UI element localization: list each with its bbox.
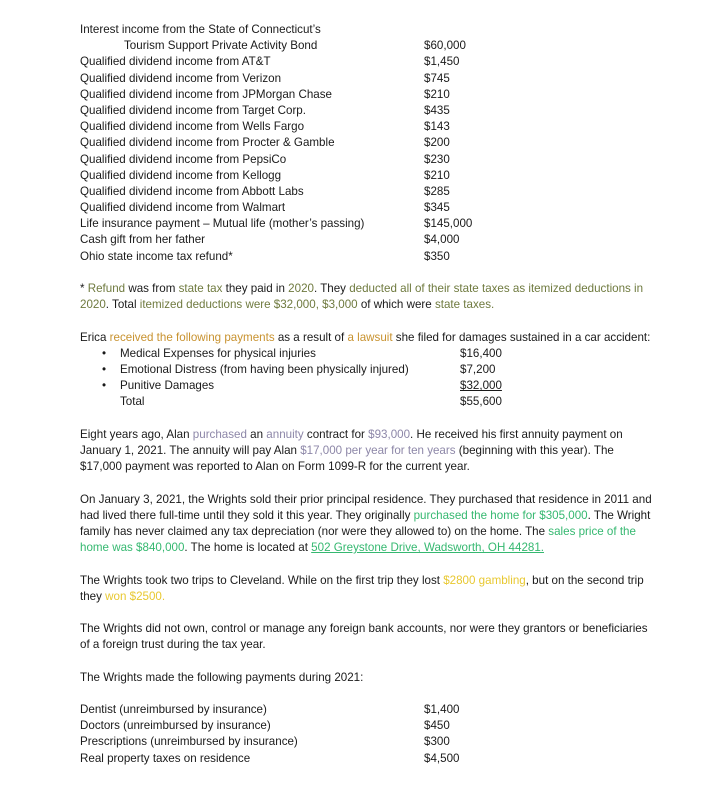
income-label: Qualified dividend income from Kellogg — [80, 168, 282, 182]
income-row — [80, 71, 658, 87]
lawsuit-intro-paragraph — [80, 330, 658, 346]
income-amount: $143 — [424, 120, 450, 134]
income-item-list — [80, 22, 658, 265]
lawsuit-item-list — [80, 346, 658, 411]
refund-asterisk: * — [80, 282, 88, 295]
lawsuit-label — [80, 346, 460, 362]
list-item-total — [80, 394, 658, 410]
income-row — [80, 232, 658, 248]
bullet-icon: • — [102, 379, 107, 393]
payment-amount: $450 — [424, 719, 450, 733]
refund-footnote — [80, 281, 658, 313]
income-amount: $200 — [424, 136, 450, 150]
gambling-loss: $2800 gambling — [443, 573, 526, 587]
payment-label: Doctors (unreimbursed by insurance) — [80, 719, 271, 733]
annuity-text: . He received his first annuity payment on January 1, 2021. The annuity will pay Alan — [80, 427, 623, 457]
income-amount: $230 — [424, 152, 450, 166]
annuity-paragraph — [80, 427, 658, 476]
refund-text: they paid in — [222, 282, 289, 295]
income-row — [80, 38, 658, 54]
income-label: Qualified dividend income from Wells Fargo — [80, 120, 305, 134]
income-amount: $435 — [424, 103, 450, 117]
income-label: Ohio state income tax refund* — [80, 249, 233, 263]
income-row — [80, 54, 658, 70]
income-amount: $60,000 — [424, 39, 466, 53]
residence-paragraph — [80, 492, 658, 557]
income-label: Qualified dividend income from PepsiCo — [80, 152, 287, 166]
payment-label: Prescriptions (unreimbursed by insurance) — [80, 735, 298, 749]
income-amount: $1,450 — [424, 55, 460, 69]
annuity-contract-amount: $93,000 — [368, 427, 411, 441]
payment-row — [80, 702, 658, 718]
payment-row — [80, 734, 658, 750]
cleveland-text: The Wrights took two trips to Cleveland. While on the first trip they lost — [80, 573, 444, 587]
annuity-keyword: annuity — [266, 427, 304, 441]
list-item — [80, 362, 658, 378]
income-row — [80, 200, 658, 216]
refund-text: . They — [313, 282, 350, 295]
lawsuit-label — [80, 378, 460, 394]
income-label: Life insurance payment – Mutual life (mother’s passing) — [80, 217, 365, 231]
income-row — [80, 152, 658, 168]
cleveland-paragraph — [80, 573, 658, 605]
gambling-win: won $2500. — [105, 589, 166, 603]
income-label: Cash gift from her father — [80, 233, 206, 247]
income-row — [80, 135, 658, 151]
annuity-purchased: purchased — [192, 427, 247, 441]
lawsuit-keyword: a lawsuit — [347, 330, 393, 344]
annuity-text: contract for — [303, 427, 369, 441]
lawsuit-text: she filed for damages sustained in a car accident: — [392, 330, 651, 344]
lawsuit-label-text: Punitive Damages — [120, 379, 215, 393]
income-label: Qualified dividend income from Verizon — [80, 71, 282, 85]
income-label: Interest income from the State of Connecticut’s — [80, 23, 321, 36]
lawsuit-label-text: Total — [120, 395, 145, 409]
document-body — [80, 22, 658, 767]
payment-row — [80, 718, 658, 734]
income-row — [80, 103, 658, 119]
income-row — [80, 168, 658, 184]
cleveland-text: , but on the second trip they — [80, 573, 644, 603]
list-item — [80, 378, 658, 394]
income-amount: $210 — [424, 87, 450, 101]
lawsuit-received-payments: received the following payments — [109, 330, 275, 344]
refund-text: of which were — [357, 298, 435, 312]
lawsuit-label-text: Medical Expenses for physical injuries — [120, 346, 316, 360]
payment-item-list — [80, 702, 658, 767]
lawsuit-label-text: Emotional Distress (from having been physically injured) — [120, 362, 409, 376]
list-item — [80, 346, 658, 362]
income-amount: $4,000 — [424, 233, 460, 247]
income-amount: $345 — [424, 201, 450, 215]
residence-sales-price: sales price of the home was $840,000 — [80, 524, 636, 555]
payment-label: Real property taxes on residence — [80, 751, 251, 765]
income-amount: $745 — [424, 71, 450, 85]
lawsuit-total-label — [80, 394, 460, 410]
income-amount: $145,000 — [424, 217, 473, 231]
refund-state-taxes: state taxes. — [434, 298, 495, 312]
spacer — [80, 686, 658, 702]
residence-text: On January 3, 2021, the Wrights sold their prior principal residence. They purchased that residence in 2011 and had lived there full-time until they sold it this year. They originally — [80, 492, 652, 522]
annuity-text: Eight years ago, Alan — [80, 427, 193, 441]
income-label: Qualified dividend income from Procter & Gamble — [80, 136, 335, 150]
lawsuit-amount-subtotal: $32,000 — [460, 379, 502, 393]
income-row — [80, 22, 658, 38]
payment-label: Dentist (unreimbursed by insurance) — [80, 703, 267, 717]
refund-text: was from — [125, 282, 179, 295]
bullet-icon: • — [102, 346, 107, 360]
income-label: Qualified dividend income from AT&T — [80, 55, 271, 69]
income-amount: $350 — [424, 249, 450, 263]
income-row — [80, 119, 658, 135]
payment-amount: $300 — [424, 735, 450, 749]
refund-deduction-clause: deducted all of their state taxes as itemized deductions in 2020 — [80, 282, 644, 312]
residence-address: 502 Greystone Drive, Wadsworth, OH 44281. — [311, 541, 545, 555]
spacer — [80, 265, 658, 281]
residence-text: . The home is located at — [184, 541, 312, 555]
payment-amount: $1,400 — [424, 703, 460, 717]
lawsuit-text: as a result of — [274, 330, 348, 344]
income-amount: $285 — [424, 184, 450, 198]
income-label: Tourism Support Private Activity Bond — [124, 39, 318, 53]
income-label: Qualified dividend income from JPMorgan Chase — [80, 87, 332, 101]
residence-purchase-price: purchased the home for $305,000 — [413, 508, 588, 522]
income-row — [80, 184, 658, 200]
lawsuit-label — [80, 362, 460, 378]
bullet-icon: • — [102, 362, 107, 376]
refund-keyword: Refund — [87, 282, 126, 295]
annuity-text: (beginning with this year). The $17,000 payment was reported to Alan on Form 1099-R for the current year. — [80, 443, 614, 474]
refund-itemized-amounts: itemized deductions were $32,000, $3,000 — [139, 298, 358, 312]
annuity-text: an — [246, 427, 267, 441]
income-amount: $210 — [424, 168, 450, 182]
lawsuit-amount: $16,400 — [460, 346, 502, 360]
lawsuit-text: Erica — [80, 330, 110, 344]
refund-text: . Total — [105, 298, 140, 312]
income-label: Qualified dividend income from Abbott Labs — [80, 184, 304, 198]
lawsuit-amount: $7,200 — [460, 362, 496, 376]
refund-year: 2020 — [288, 282, 314, 295]
lawsuit-total-amount: $55,600 — [460, 395, 502, 409]
income-row — [80, 87, 658, 103]
income-label: Qualified dividend income from Target Corp. — [80, 103, 306, 117]
income-row — [80, 249, 658, 265]
annuity-payment-terms: $17,000 per year for ten years — [300, 443, 456, 457]
payment-row — [80, 751, 658, 767]
payment-amount: $4,500 — [424, 751, 460, 765]
foreign-accounts-paragraph: The Wrights did not own, control or manage any foreign bank accounts, nor were they grantors or beneficiaries of a foreign trust during the tax year. — [80, 622, 648, 652]
income-label: Qualified dividend income from Walmart — [80, 201, 286, 215]
residence-text: . The Wright family has never claimed any tax depreciation (nor were they allowed to) on the home. The — [80, 508, 651, 538]
income-row — [80, 216, 658, 232]
payments-intro: The Wrights made the following payments during 2021: — [80, 670, 364, 684]
refund-state-tax: state tax — [178, 282, 223, 295]
